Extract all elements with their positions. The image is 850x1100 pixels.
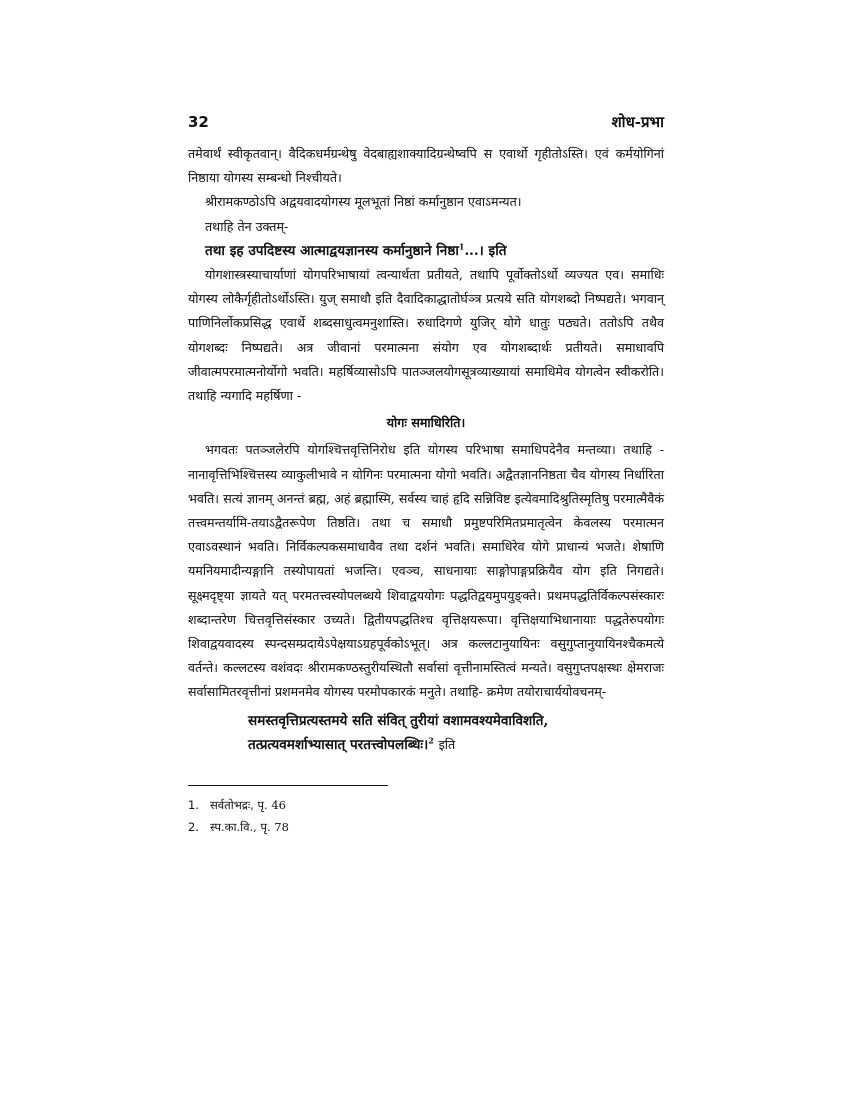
quotation-2-line-1: समस्तवृत्तिप्रत्यस्तमये सति संवित् तुरीयां वशामवश्यमेवाविशति, [248, 712, 549, 729]
document-page [188, 112, 664, 838]
footnote-ref-2: 2 [428, 735, 434, 746]
center-heading: योगः समाधिरिति। [386, 415, 466, 431]
footnote-2 [188, 816, 664, 838]
footnote-1-text: सर्वतोभद्रः, पृ. 46 [210, 797, 287, 812]
paragraph-1: तमेवार्थं स्वीकृतवान्। वैदिकधर्मग्रन्थेषु वेदबाह्यशाक्यादिग्रन्थेष्वपि स एवार्थो गृहीतोऽस्ति। एवं कर्मयोगिनां निष्ठाया योगस्य सम्बन्धो निश्चीयते। [188, 146, 664, 186]
footnote-2-number: 2. [188, 819, 199, 834]
footnote-1 [188, 794, 664, 816]
block-quotation-2 [248, 709, 664, 757]
page-header [188, 112, 664, 132]
footnote-ref-1: 1 [458, 241, 465, 252]
quotation-1-text: तथा इह उपदिष्टस्य आत्माद्वयज्ञानस्य कर्मानुष्ठाने निष्ठा [205, 242, 459, 259]
footnote-2-text: स्प.का.वि., पृ. 78 [210, 819, 289, 834]
paragraph-5: भगवतः पतञ्जलेरपि योगश्चित्तवृत्तिनिरोध इति योगस्य परिभाषा समाधिपदेनैव मन्तव्या। तथाहि - नानावृत्तिभिश्चित्तस्य व्याकुलीभावे न योगिनः परमात्मना योगो भवति। अद्वैतज्ञाननिष्ठता चैव योगस्य निर्धारिता भवति। सत्यं ज्ञानम् अनन्तं ब्रह्म, अहं ब्रह्मास्मि, सर्वस्य चाहं हृदि सन्निविष्ट इत्येवमादिश्रुतिस्मृतिषु परमात्मैवैकं तत्त्वमन्तर्यामि-तयाऽद्वैतरूपेण तिष्ठति। तथा च समाधौ प्रमुष्टपरिमितप्रमातृत्वेन केवलस्य परमात्मन एवाऽवस्थानं भवति। निर्विकल्पकसमाधावैव तथा दर्शनं भवति। समाधिरेव योगे प्राधान्यं भजते। शेषाणि यमनियमादीन्यङ्गानि तस्योपायतां भजन्ति। एवञ्च, साधनायाः साङ्गोपाङ्गप्रक्रियैव योग इति निगद्यते। सूक्ष्मदृष्ट्या ज्ञायते यत् परमतत्त्वस्योपलब्धये शिवाद्वययोगः पद्धतिद्वयमुपयुङ्क्ते। प्रथमपद्धतिर्विकल्पसंस्कारः शब्दान्तरेण चित्तवृत्तिसंस्कार उच्यते। द्वितीयपद्धतिश्च वृत्तिक्षयरूपा। वृत्तिक्षयाभिधानायाः पद्धतेरुपयोगः शिवाद्वयवादस्य स्पन्दसम्प्रदायेऽपेक्षयाऽग्रहपूर्वकोऽभूत्। अत्र कल्लटानुयायिनः वसुगुप्तानुयायिनश्चैकमत्ये वर्तन्ते। कल्लटस्य वशंवदः श्रीरामकण्ठस्तुरीयस्थितौ सर्वासां वृत्तीनामस्तित्वं मन्यते। वसुगुप्तपक्षस्थः क्षेमराजः सर्वासामितरवृत्तीनां प्रशमनमेव योगस्य परमोपकारकं मनुते। तथाहि- क्रमेण तयोराचार्ययोवचनम्- [188, 442, 664, 700]
quotation-1 [188, 239, 664, 263]
quotation-2-line-2-text: तत्प्रत्यवमर्शाभ्यासात् परतत्त्वोपलब्धिः। [248, 736, 429, 753]
footnote-divider [188, 785, 388, 786]
page-number: 32 [188, 113, 209, 131]
paragraph-4: योगशास्त्रस्याचार्याणां योगपरिभाषायां त्वन्यार्थता प्रतीयते, तथापि पूर्वोक्तोऽर्थो व्यज्यत एव। समाधिः योगस्य लोकैर्गृहीतोऽर्थोऽस्ति। युज् समाधौ इति दैवादिकाद्धातोर्घञ्‍त्र प्रत्यये सति योगशब्दो निष्पद्यते। भगवान् पाणिनिर्लोकप्रसिद्ध एवार्थे शब्दसाधुत्वमनुशास्ति। रुधादिगणे युजिर् योगे धातुः पठ्यते। ततोऽपि तथैव योगशब्दः निष्पद्यते। अत्र जीवानां परमात्मना संयोग एव योगशब्दार्थः प्रतीयते। समाधावपि जीवात्मपरमात्मनोर्योगो भवति। महर्षिव्यासोऽपि पातञ्जलयोगसूत्रव्याख्यायां समाधिमेव योगत्वेन स्वीकरोति। तथाहि न्यगादि महर्षिणा - [188, 267, 664, 404]
paragraph-3: तथाहि तेन उक्तम्- [205, 218, 289, 234]
running-head: शोध-प्रभा [611, 113, 664, 131]
paragraph-2: श्रीरामकण्ठोऽपि अद्वयवादयोगस्य मूलभूतां निष्ठां कर्मानुष्ठान एवाऽमन्यत। [205, 194, 522, 210]
quotation-2-tail: इति [438, 736, 456, 752]
quotation-2-line-2 [248, 733, 664, 757]
footnote-1-number: 1. [188, 797, 199, 812]
quotation-1-tail: ...। इति [464, 242, 507, 259]
